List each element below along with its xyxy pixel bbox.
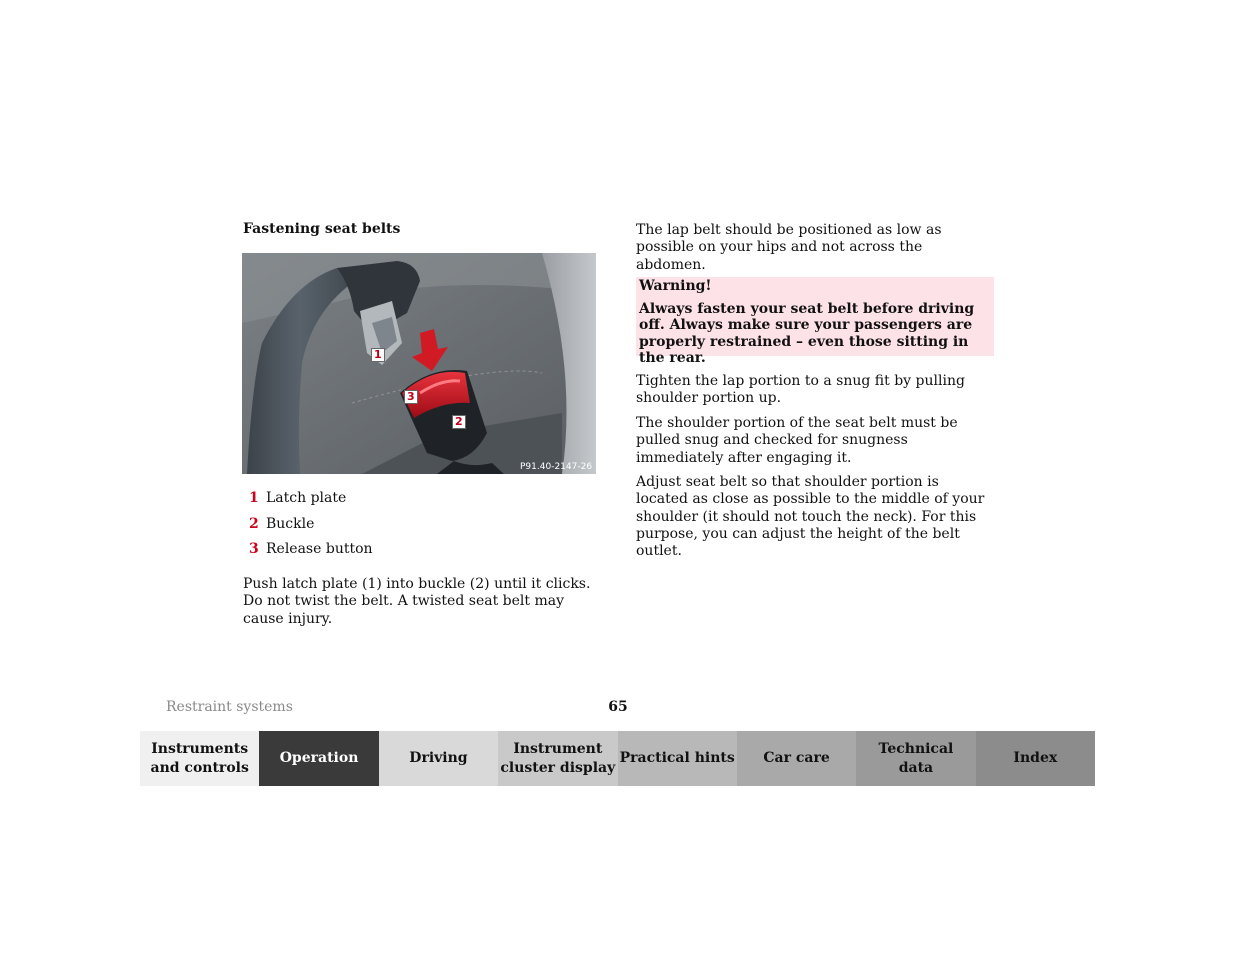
adjust-paragraph: Adjust seat belt so that shoulder portion is located as close as possible to the middle of your shoulder (it should not touch the neck). For this purpose, you can adjust the height of the belt outlet. xyxy=(636,474,985,560)
legend-number: 3 xyxy=(249,541,259,557)
nav-tab-driving[interactable] xyxy=(379,731,498,786)
seat-belt-illustration-svg xyxy=(242,253,596,474)
legend-label: Latch plate xyxy=(266,490,347,506)
nav-tab-label: Car care xyxy=(763,750,830,766)
chapter-nav xyxy=(140,731,1095,786)
legend-label: Release button xyxy=(266,541,373,557)
legend-item xyxy=(249,541,373,567)
nav-tab-instrument-cluster-display[interactable] xyxy=(498,731,617,786)
legend-item xyxy=(249,490,373,516)
nav-tab-operation[interactable] xyxy=(259,731,378,786)
nav-tab-label-line1: Technical xyxy=(878,740,954,757)
figure-legend xyxy=(249,490,373,567)
tighten-paragraph: Tighten the lap portion to a snug fit by pulling shoulder portion up. xyxy=(636,373,965,407)
nav-tab-car-care[interactable] xyxy=(737,731,856,786)
callout-1: 1 xyxy=(371,348,385,362)
nav-tab-label-line1: Instruments xyxy=(151,740,249,757)
legend-item xyxy=(249,516,373,542)
nav-tab-instruments-and-controls[interactable] xyxy=(140,731,259,786)
legend-number: 2 xyxy=(249,515,259,532)
nav-tab-label: Driving xyxy=(409,750,468,766)
warning-box xyxy=(636,277,994,366)
nav-tab-label-line2: cluster display xyxy=(500,759,616,776)
nav-tab-practical-hints[interactable] xyxy=(618,731,737,786)
nav-tab-technical-data[interactable] xyxy=(856,731,975,786)
nav-tab-label-line1: Instrument xyxy=(513,740,603,757)
nav-tab-index[interactable] xyxy=(976,731,1095,786)
page-number: 65 xyxy=(608,699,628,715)
warning-text: Always fasten your seat belt before driving off. Always make sure your passengers are properly restrained – even those sitting in the rear. xyxy=(639,300,975,366)
seat-belt-illustration xyxy=(242,253,596,474)
nav-tab-label-line2: and controls xyxy=(150,759,249,776)
nav-tab-label: Practical hints xyxy=(619,750,735,766)
figure-code: P91.40-2147-26 xyxy=(520,462,593,472)
section-title: Fastening seat belts xyxy=(243,221,401,237)
nav-tab-label: Index xyxy=(1013,750,1058,766)
lap-belt-paragraph: The lap belt should be positioned as low as possible on your hips and not across the abdomen. xyxy=(636,222,942,273)
legend-number: 1 xyxy=(249,490,259,506)
warning-title: Warning! xyxy=(639,278,712,294)
callout-2: 2 xyxy=(452,415,466,429)
instruction-paragraph: Push latch plate (1) into buckle (2) until it clicks. Do not twist the belt. A twisted seat belt may cause injury. xyxy=(243,576,591,627)
nav-tab-label: Operation xyxy=(279,750,359,766)
callout-3: 3 xyxy=(404,390,418,404)
footer-section-name: Restraint systems xyxy=(166,699,293,715)
nav-tab-label-line2: data xyxy=(898,759,934,776)
legend-label: Buckle xyxy=(266,515,315,532)
shoulder-paragraph: The shoulder portion of the seat belt must be pulled snug and checked for snugness immediately after engaging it. xyxy=(636,415,958,466)
